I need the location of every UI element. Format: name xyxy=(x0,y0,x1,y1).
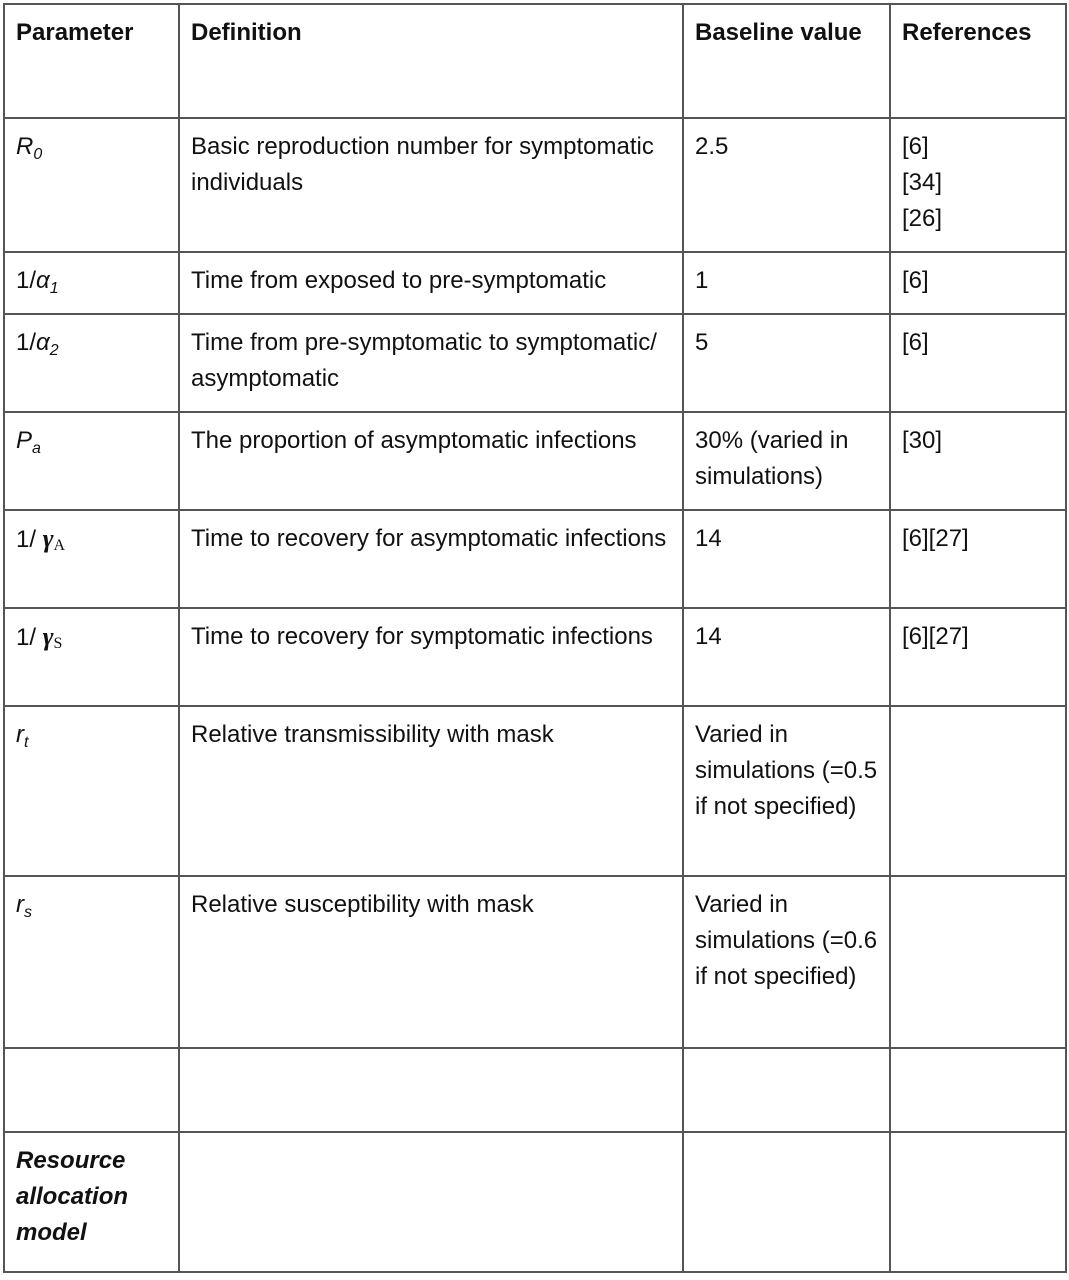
empty-cell xyxy=(890,1132,1066,1272)
table-row xyxy=(4,510,1066,608)
section-label: Resource allocation model xyxy=(4,1132,179,1272)
table-row xyxy=(4,252,1066,314)
reference-item: [6][27] xyxy=(902,623,969,650)
baseline-cell: Varied in simulations (=0.6 if not specified) xyxy=(683,876,890,1048)
empty-cell xyxy=(683,1132,890,1272)
references-cell xyxy=(890,314,1066,412)
references-cell xyxy=(890,252,1066,314)
parameter-symbol: $1/\alpha_1$ xyxy=(4,252,179,314)
header-definition: Definition xyxy=(179,4,683,118)
parameter-symbol: 1/ γA xyxy=(4,510,179,608)
baseline-cell: Varied in simulations (=0.5 if not specified) xyxy=(683,706,890,876)
definition-cell: Time from exposed to pre-symptomatic xyxy=(179,252,683,314)
reference-item: [6] xyxy=(902,329,929,356)
baseline-cell: 14 xyxy=(683,608,890,706)
parameter-symbol: $1/\alpha_2$ xyxy=(4,314,179,412)
reference-item: [34] xyxy=(902,169,943,196)
table-row xyxy=(4,118,1066,252)
baseline-cell: 14 xyxy=(683,510,890,608)
table-row xyxy=(4,608,1066,706)
references-cell xyxy=(890,412,1066,510)
empty-cell xyxy=(683,1048,890,1132)
references-cell xyxy=(890,608,1066,706)
definition-cell: Time from pre-symptomatic to symptomatic/ asymptomatic xyxy=(179,314,683,412)
baseline-cell: 1 xyxy=(683,252,890,314)
reference-item: [26] xyxy=(902,205,943,232)
definition-cell: Time to recovery for symptomatic infections xyxy=(179,608,683,706)
definition-cell: Basic reproduction number for symptomatic individuals xyxy=(179,118,683,252)
header-parameter: Parameter xyxy=(4,4,179,118)
table-row xyxy=(4,314,1066,412)
empty-cell xyxy=(4,1048,179,1132)
definition-cell: Relative transmissibility with mask xyxy=(179,706,683,876)
references-cell xyxy=(890,118,1066,252)
parameter-symbol: $r_s$ xyxy=(4,876,179,1048)
empty-cell xyxy=(890,1048,1066,1132)
header-row xyxy=(4,4,1066,118)
parameter-table xyxy=(3,3,1067,1273)
reference-item: [30] xyxy=(902,427,943,454)
parameter-symbol: 1/ γS xyxy=(4,608,179,706)
baseline-cell: 5 xyxy=(683,314,890,412)
reference-item: [6] xyxy=(902,267,929,294)
baseline-cell: 2.5 xyxy=(683,118,890,252)
table-row xyxy=(4,706,1066,876)
reference-item: [6][27] xyxy=(902,525,969,552)
parameter-symbol: $R_0$ xyxy=(4,118,179,252)
definition-cell: Relative susceptibility with mask xyxy=(179,876,683,1048)
parameter-symbol: $P_a$ xyxy=(4,412,179,510)
parameter-symbol: $r_t$ xyxy=(4,706,179,876)
definition-cell: Time to recovery for asymptomatic infections xyxy=(179,510,683,608)
table-row xyxy=(4,412,1066,510)
baseline-cell: 30% (varied in simulations) xyxy=(683,412,890,510)
definition-cell: The proportion of asymptomatic infections xyxy=(179,412,683,510)
reference-item: [6] xyxy=(902,133,929,160)
section-row xyxy=(4,1132,1066,1272)
references-cell xyxy=(890,510,1066,608)
header-baseline-value: Baseline value xyxy=(683,4,890,118)
references-cell xyxy=(890,706,1066,876)
empty-row xyxy=(4,1048,1066,1132)
empty-cell xyxy=(179,1048,683,1132)
empty-cell xyxy=(179,1132,683,1272)
table-row xyxy=(4,876,1066,1048)
references-cell xyxy=(890,876,1066,1048)
header-references: References xyxy=(890,4,1066,118)
